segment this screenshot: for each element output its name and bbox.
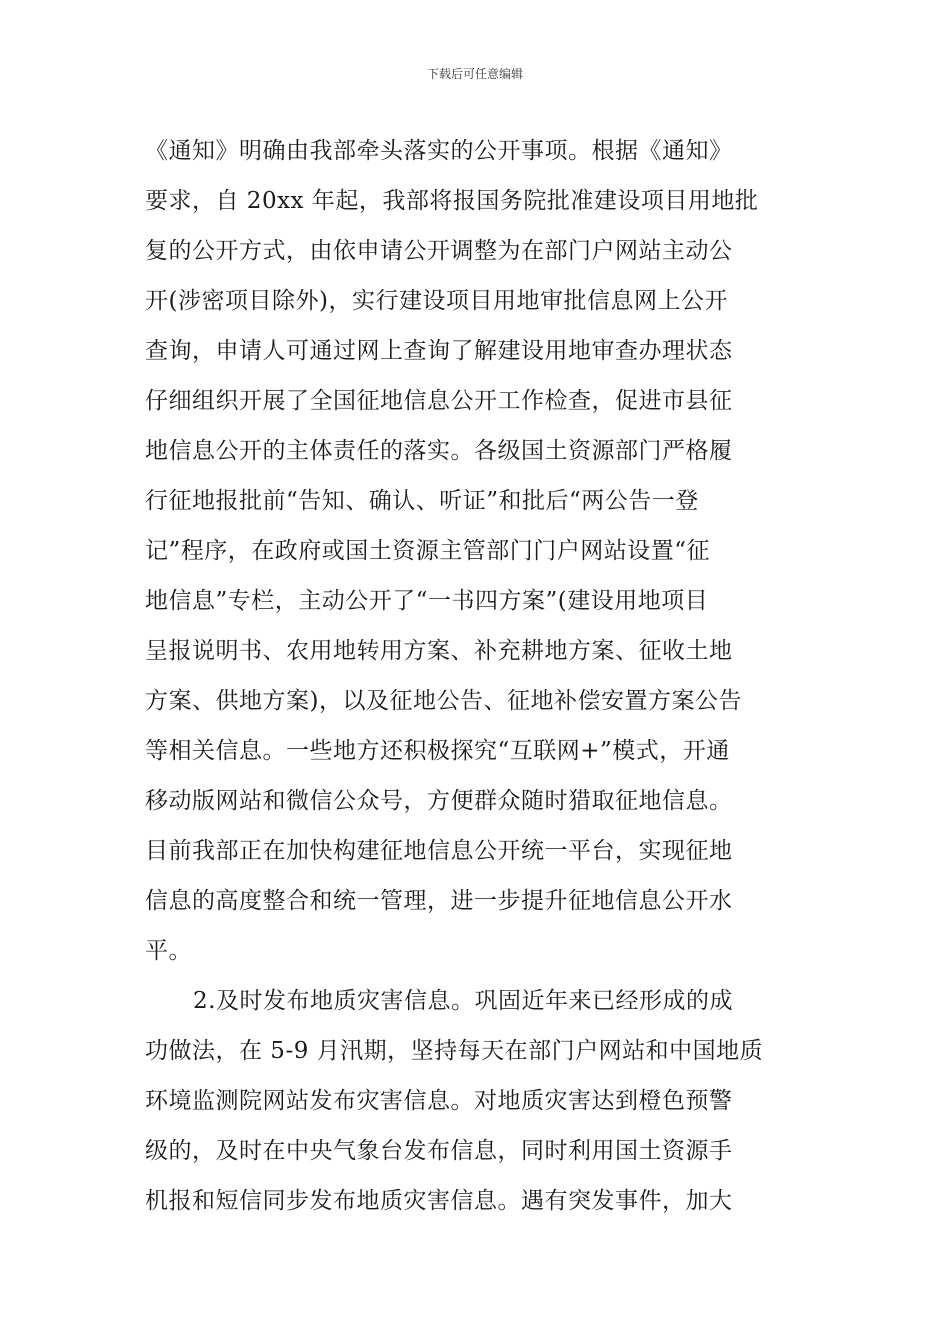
text-line: 目前我部正在加快构建征地信息公开统一平台，实现征地 [145, 838, 733, 864]
text-line: 地信息公开的主体责任的落实。各级国土资源部门严格履 [145, 438, 733, 464]
text-line: 行征地报批前“告知、确认、听证”和批后“两公告一登 [145, 488, 699, 514]
text-line: 级的，及时在中央气象台发布信息，同时利用国土资源手 [145, 1138, 733, 1164]
text-line: 方案、供地方案)，以及征地公告、征地补偿安置方案公告 [145, 688, 742, 714]
text-line: 要求，自 20xx 年起，我部将报国务院批准建设项目用地批 [145, 188, 759, 214]
text-line: 等相关信息。一些地方还积极探究“互联网+”模式，开通 [145, 738, 730, 764]
text-line: 平。 [145, 938, 192, 964]
page-header: 下载后可任意编辑 [426, 67, 523, 81]
text-line: 《通知》明确由我部牵头落实的公开事项。根据《通知》 [145, 138, 733, 164]
text-line: 地信息”专栏，主动公开了“一书四方案”(建设用地项目 [145, 588, 709, 614]
text-line: 查询，申请人可通过网上查询了解建设用地审查办理状态 [145, 338, 733, 364]
text-line: 复的公开方式，由依申请公开调整为在部门户网站主动公 [145, 238, 733, 264]
text-line: 机报和短信同步发布地质灾害信息。遇有突发事件，加大 [145, 1188, 733, 1214]
text-line: 环境监测院网站发布灾害信息。对地质灾害达到橙色预警 [145, 1088, 733, 1114]
text-line: 呈报说明书、农用地转用方案、补充耕地方案、征收土地 [145, 638, 733, 664]
text-line: 开(涉密项目除外)，实行建设项目用地审批信息网上公开 [145, 288, 728, 314]
text-line: 移动版网站和微信公众号，方便群众随时猎取征地信息。 [145, 788, 733, 814]
text-line: 仔细组织开展了全国征地信息公开工作检查，促进市县征 [145, 388, 733, 414]
text-line: 信息的高度整合和统一管理，进一步提升征地信息公开水 [145, 888, 733, 914]
document-body [145, 126, 815, 1226]
paragraph-start-line: 2.及时发布地质灾害信息。巩固近年来已经形成的成 [193, 988, 733, 1014]
text-line: 功做法，在 5-9 月汛期，坚持每天在部门户网站和中国地质 [145, 1038, 764, 1064]
text-line: 记”程序，在政府或国土资源主管部门门户网站设置“征 [145, 538, 711, 564]
